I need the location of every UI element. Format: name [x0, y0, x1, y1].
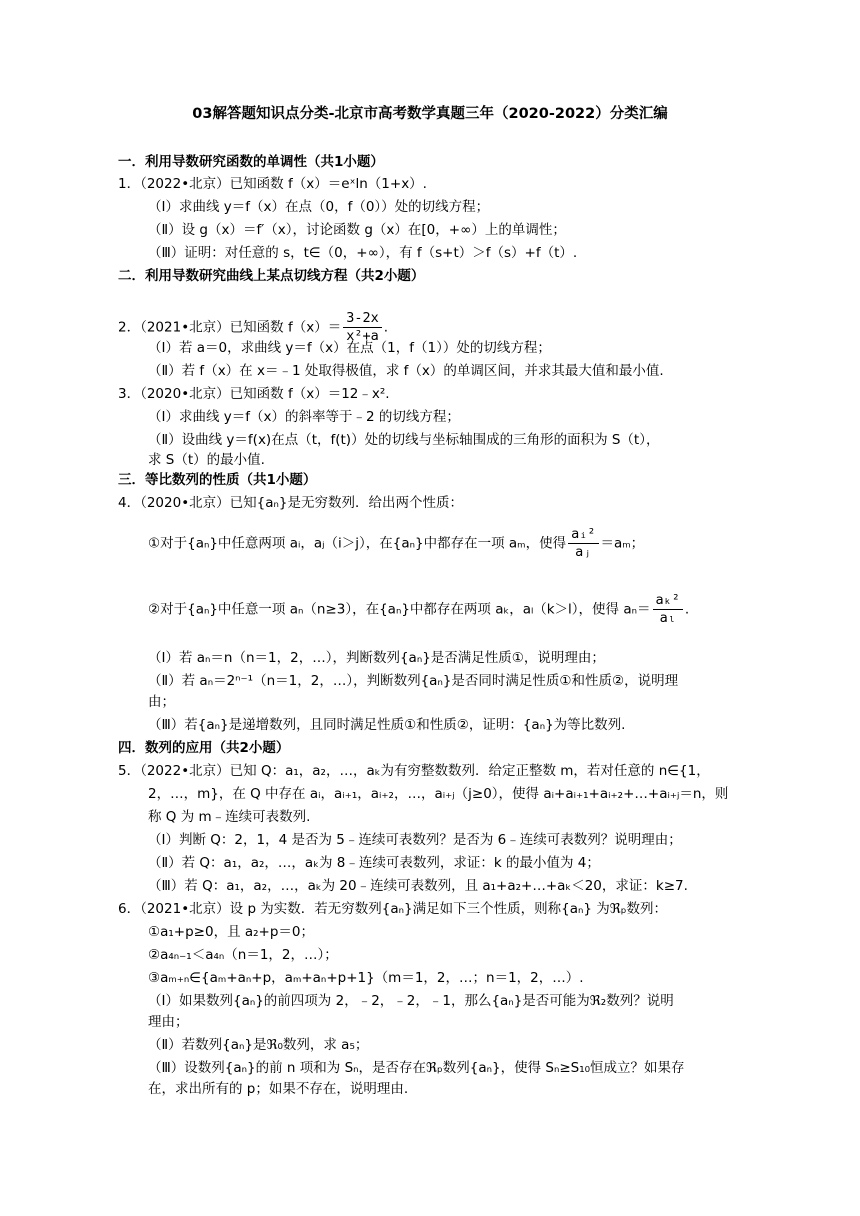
text-line: 在，求出所有的 p；如果不存在，说明理由. [148, 1081, 409, 1097]
section-heading: 四．数列的应用（共2小题） [118, 740, 290, 756]
text-line: （Ⅲ）若{aₙ}是递增数列，且同时满足性质①和性质②，证明：{aₙ}为等比数列. [148, 717, 626, 733]
text-line: 2，…，m}，在 Q 中存在 aᵢ，aᵢ₊₁，aᵢ₊₂，…，aᵢ₊ⱼ（j≥0），使得 aᵢ+aᵢ₊₁+aᵢ₊₂+…+aᵢ₊ⱼ＝n，则 [148, 786, 729, 802]
text-line: （Ⅰ）如果数列{aₙ}的前四项为 2，﹣2，﹣2，﹣1，那么{aₙ}是否可能为ℜ₂数列？说明 [148, 993, 674, 1009]
section-heading: 二．利用导数研究曲线上某点切线方程（共2小题） [118, 268, 425, 284]
property-2-numerator: aₖ² [653, 592, 683, 610]
property-1-prefix: ①对于{aₙ}中任意两项 aᵢ，aⱼ（i＞j），在{aₙ}中都存在一项 aₘ，使得 [148, 535, 567, 552]
text-line: （Ⅲ）若 Q：a₁，a₂，…，aₖ为 20﹣连续可表数列，且 a₁+a₂+…+aₖ＜20，求证：k≥7. [148, 878, 688, 894]
q2-suffix: . [383, 319, 389, 336]
page-title: 03解答题知识点分类-北京市高考数学真题三年（2020-2022）分类汇编 [192, 106, 668, 122]
text-line: 求 S（t）的最小值. [148, 452, 265, 468]
text-line: （Ⅱ）若 aₙ＝2ⁿ⁻¹（n＝1，2，…），判断数列{aₙ}是否同时满足性质①和性质②，说明理 [148, 673, 679, 689]
text-line: 6．（2021•北京）设 p 为实数．若无穷数列{aₙ}满足如下三个性质，则称{aₙ} 为ℜₚ数列： [118, 901, 668, 917]
text-line: 5．（2022•北京）已知 Q：a₁，a₂，…，aₖ为有穷整数数列．给定正整数 m，若对任意的 n∈{1， [118, 763, 710, 779]
text-line: ③aₘ₊ₙ∈{aₘ+aₙ+p，aₘ+aₙ+p+1}（m＝1，2，…；n＝1，2，…）. [148, 970, 584, 986]
text-line: 称 Q 为 m﹣连续可表数列. [148, 809, 311, 825]
section-heading: 一．利用导数研究函数的单调性（共1小题） [118, 154, 384, 170]
text-line: （Ⅰ）求曲线 y＝f（x）的斜率等于﹣2 的切线方程； [148, 409, 460, 425]
text-line: （Ⅱ）若数列{aₙ}是ℜ₀数列，求 a₅； [148, 1037, 369, 1053]
q2-numerator: 3-2x [343, 310, 382, 328]
section-heading: 三．等比数列的性质（共1小题） [118, 472, 317, 488]
q2-fraction [343, 310, 382, 345]
text-line: （Ⅰ）若 a＝0，求曲线 y＝f（x）在点（1，f（1））处的切线方程； [148, 340, 551, 356]
text-line: 3．（2020•北京）已知函数 f（x）＝12﹣x². [118, 386, 390, 402]
text-line: 理由； [148, 1014, 189, 1030]
property-2-denominator: aₗ [659, 610, 676, 626]
property-2-suffix: . [684, 601, 690, 618]
property-1-numerator: aᵢ² [568, 526, 598, 544]
text-line: （Ⅰ）求曲线 y＝f（x）在点（0，f（0））处的切线方程； [148, 199, 490, 215]
q2-denominator: x²+a [346, 328, 379, 344]
property-2 [148, 592, 689, 627]
property-1-denominator: aⱼ [575, 544, 592, 560]
text-line: ①a₁+p≥0，且 a₂+p＝0； [148, 924, 315, 940]
property-2-prefix: ②对于{aₙ}中任意一项 aₙ（n≥3），在{aₙ}中都存在两项 aₖ，aₗ（k＞l），使得 aₙ＝ [148, 601, 651, 618]
text-line: 4．（2020•北京）已知{aₙ}是无穷数列．给出两个性质： [118, 495, 463, 511]
property-2-fraction [653, 592, 683, 627]
text-line: （Ⅱ）若 f（x）在 x＝﹣1 处取得极值，求 f（x）的单调区间，并求其最大值和最小值. [148, 363, 664, 379]
q2-prefix: 2．（2021•北京）已知函数 f（x）＝ [118, 319, 342, 336]
property-1-fraction [568, 526, 598, 561]
text-line: 由； [148, 694, 175, 710]
text-line: （Ⅲ）证明：对任意的 s，t∈（0，+∞），有 f（s+t）＞f（s）+f（t）. [148, 245, 578, 261]
text-line: （Ⅱ）设 g（x）＝f′（x），讨论函数 g（x）在[0，+∞）上的单调性； [148, 222, 566, 238]
question-2-statement [118, 310, 388, 345]
text-line: ②a₄ₙ₋₁＜a₄ₙ（n＝1，2，…）； [148, 947, 338, 963]
property-1-suffix: ＝aₘ； [600, 535, 645, 552]
text-line: （Ⅱ）设曲线 y＝f(x)在点（t，f(t)）处的切线与坐标轴围成的三角形的面积为 S（t）， [148, 432, 660, 448]
property-1 [148, 526, 644, 561]
text-line: （Ⅲ）设数列{aₙ}的前 n 项和为 Sₙ，是否存在ℜₚ数列{aₙ}，使得 Sₙ≥S₁₀恒成立？如果存 [148, 1060, 685, 1076]
text-line: （Ⅰ）若 aₙ＝n（n＝1，2，…），判断数列{aₙ}是否满足性质①，说明理由； [148, 650, 605, 666]
text-line: （Ⅰ）判断 Q：2，1，4 是否为 5﹣连续可表数列？是否为 6﹣连续可表数列？说明理由； [148, 832, 682, 848]
text-line: （Ⅱ）若 Q：a₁，a₂，…，aₖ为 8﹣连续可表数列，求证：k 的最小值为 4； [148, 855, 600, 871]
text-line: 1．（2022•北京）已知函数 f（x）＝eˣln（1+x）. [118, 176, 427, 192]
